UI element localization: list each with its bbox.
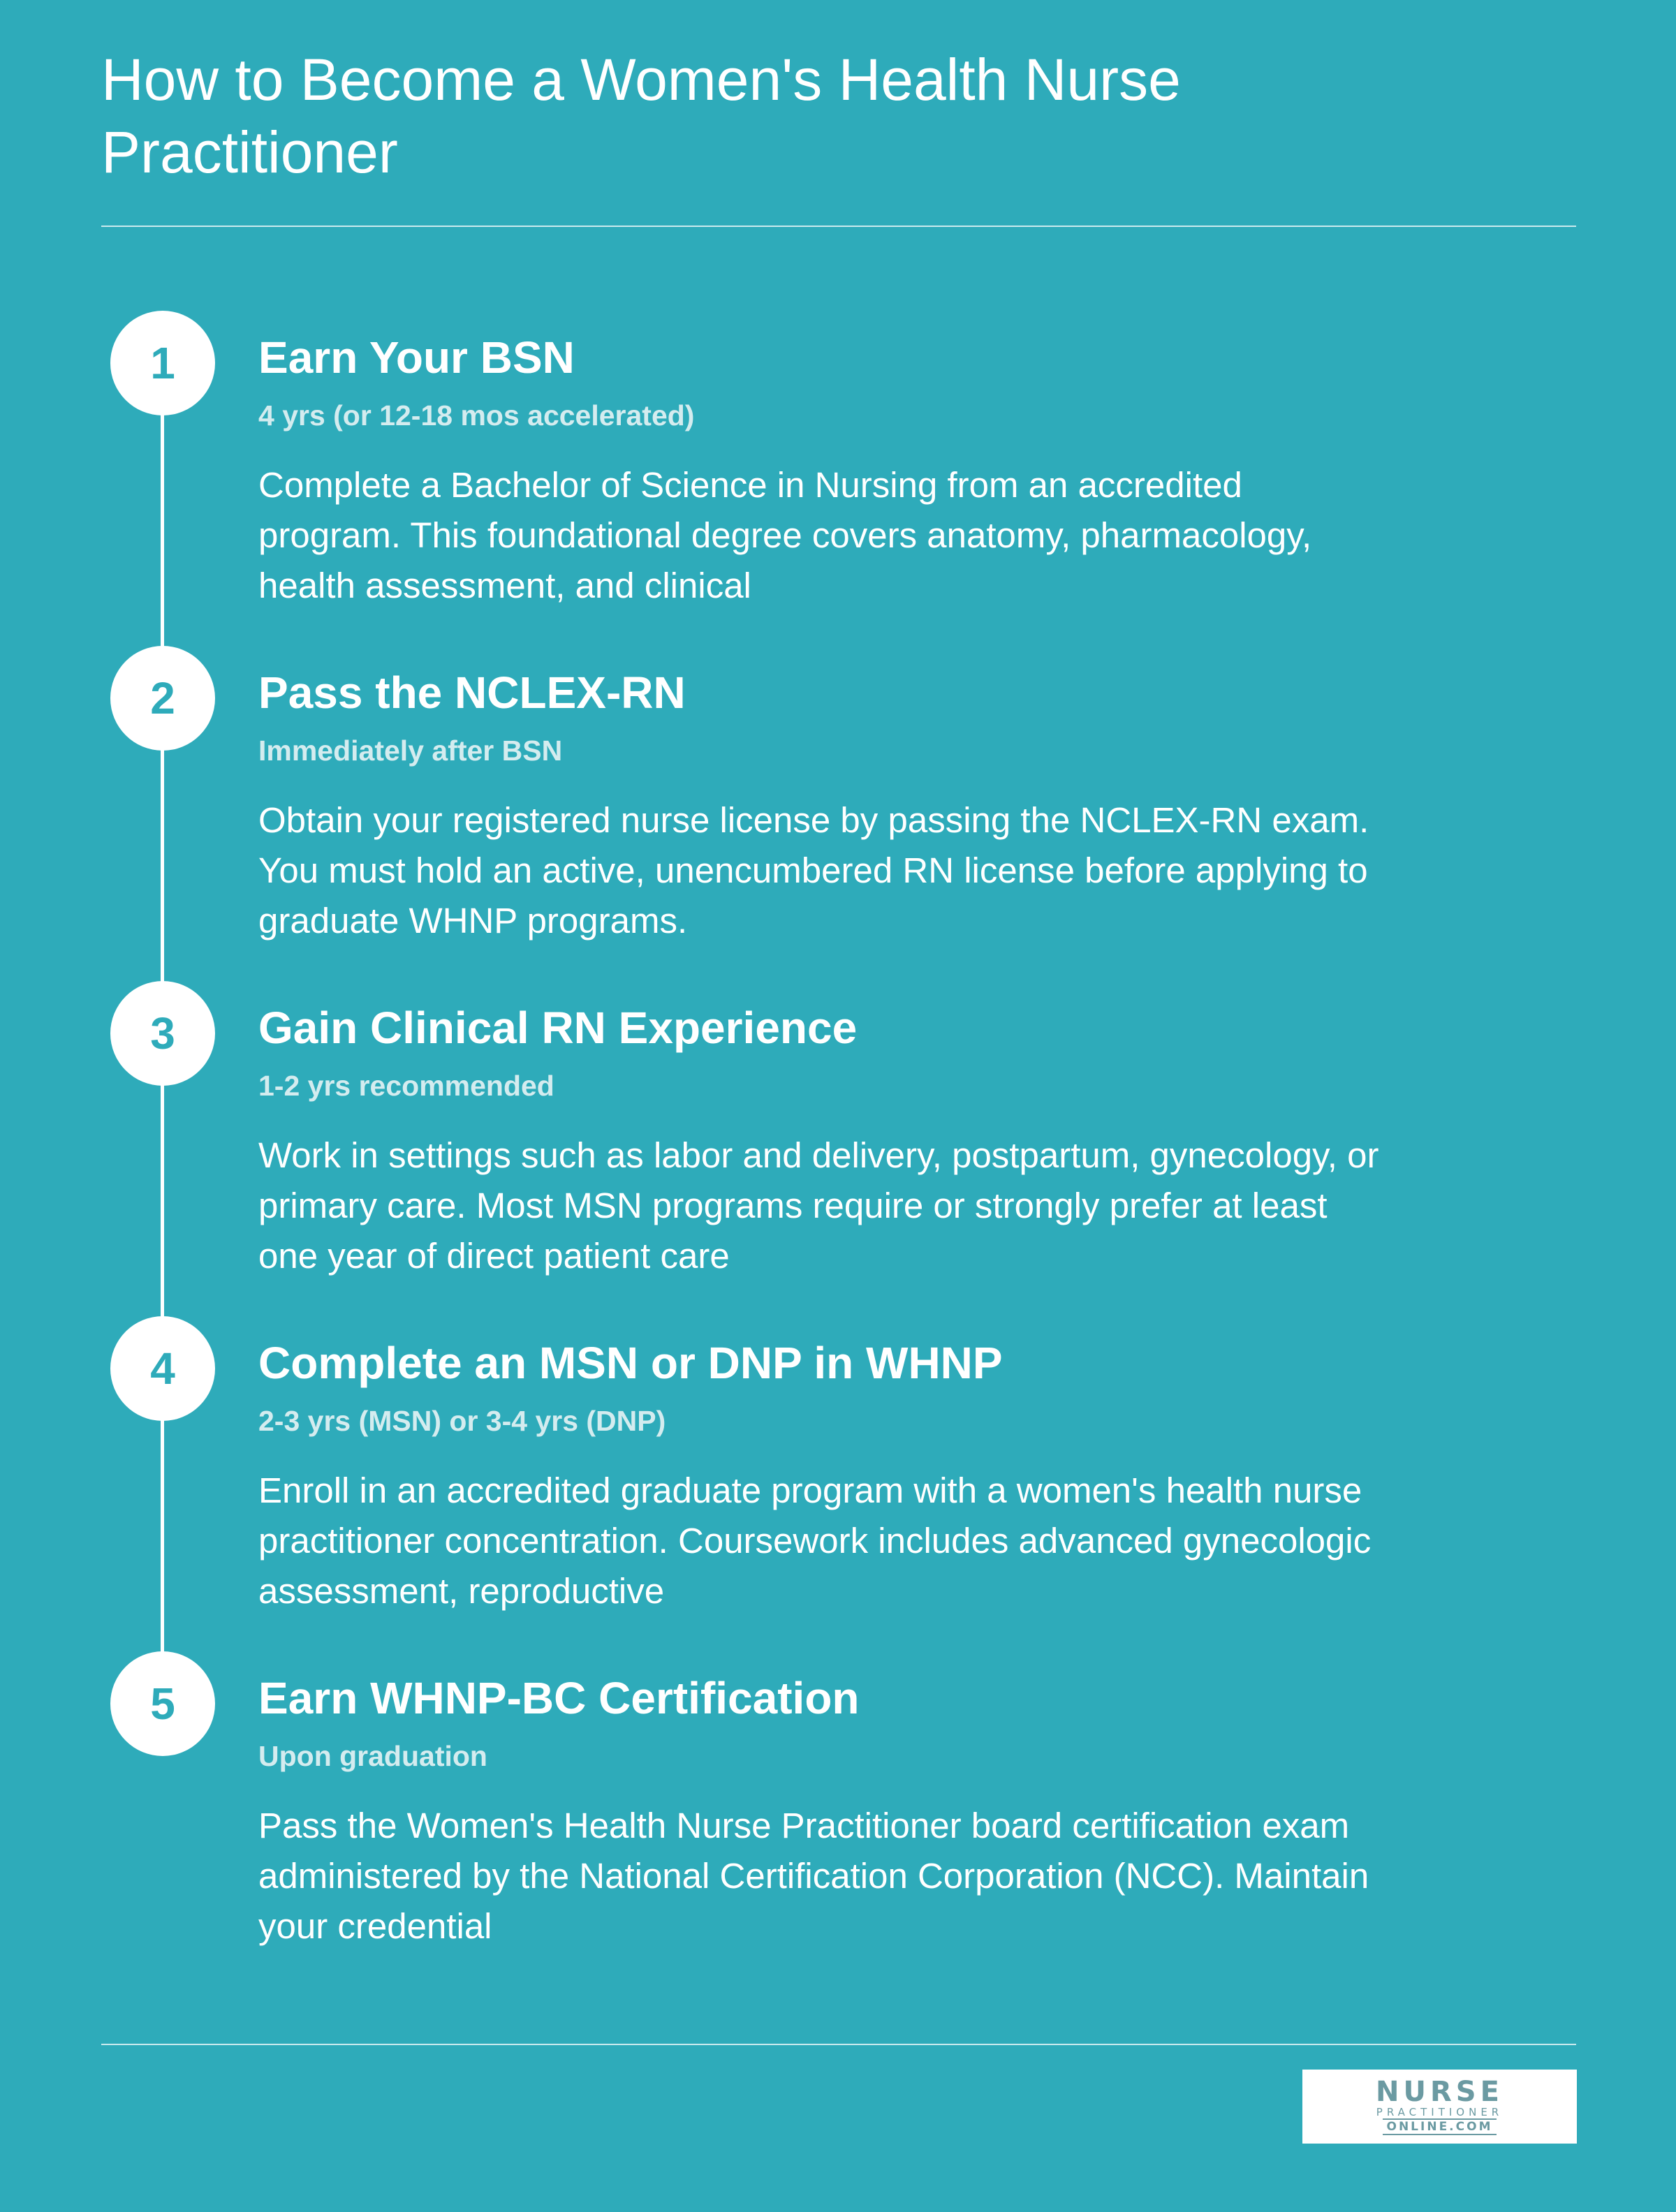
step-title: Earn Your BSN <box>258 332 575 383</box>
step-number-badge: 5 <box>110 1651 215 1756</box>
step-description: Complete a Bachelor of Science in Nursing from an accredited program. This foundational degree covers anatomy, pharmacology, health assessment, and clinical <box>258 465 1312 605</box>
step-description: Pass the Women's Health Nurse Practitioner board certification exam administered by the National Certification Corporation (NCC). Maintain your credential <box>258 1806 1369 1946</box>
step-content <box>258 1336 1446 1616</box>
step-title: Pass the NCLEX-RN <box>258 668 686 718</box>
step-title: Complete an MSN or DNP in WHNP <box>258 1338 1003 1388</box>
top-divider <box>101 226 1576 227</box>
page-title: How to Become a Women's Health Nurse Practitioner <box>101 47 1181 185</box>
step-duration: 1-2 yrs recommended <box>258 1070 554 1102</box>
step-description: Obtain your registered nurse license by passing the NCLEX-RN exam. You must hold an active, unencumbered RN license before applying to graduate WHNP programs. <box>258 800 1369 941</box>
step-content <box>258 665 1446 946</box>
step-title: Gain Clinical RN Experience <box>258 1003 858 1053</box>
logo-wordmark: NURSE <box>1376 2076 1504 2108</box>
step-number-badge: 2 <box>110 646 215 751</box>
step-number-badge: 3 <box>110 981 215 1086</box>
step-duration: 4 yrs (or 12-18 mos accelerated) <box>258 399 695 432</box>
step-content <box>258 330 1446 611</box>
step-duration: 2-3 yrs (MSN) or 3-4 yrs (DNP) <box>258 1405 666 1437</box>
bottom-divider <box>101 2044 1576 2045</box>
step-content <box>258 1001 1446 1281</box>
step-description: Work in settings such as labor and delivery, postpartum, gynecology, or primary care. Most MSN programs require or strongly prefer at least one year of direct patient care <box>258 1135 1379 1276</box>
step-number-badge: 1 <box>110 311 215 415</box>
step-duration: Upon graduation <box>258 1740 487 1772</box>
logo-subtitle: PRACTITIONER <box>1376 2106 1504 2118</box>
step-number-badge: 4 <box>110 1316 215 1421</box>
logo-domain: ONLINE.COM <box>1383 2118 1497 2135</box>
step-description: Enroll in an accredited graduate program with a women's health nurse practitioner concentration. Coursework includes advanced gynecologic assessment, reproductive <box>258 1470 1372 1611</box>
step-content <box>258 1671 1446 1952</box>
step-duration: Immediately after BSN <box>258 735 563 767</box>
nurse-practitioner-online-logo[interactable] <box>1302 2070 1577 2144</box>
step-title: Earn WHNP-BC Certification <box>258 1673 860 1723</box>
